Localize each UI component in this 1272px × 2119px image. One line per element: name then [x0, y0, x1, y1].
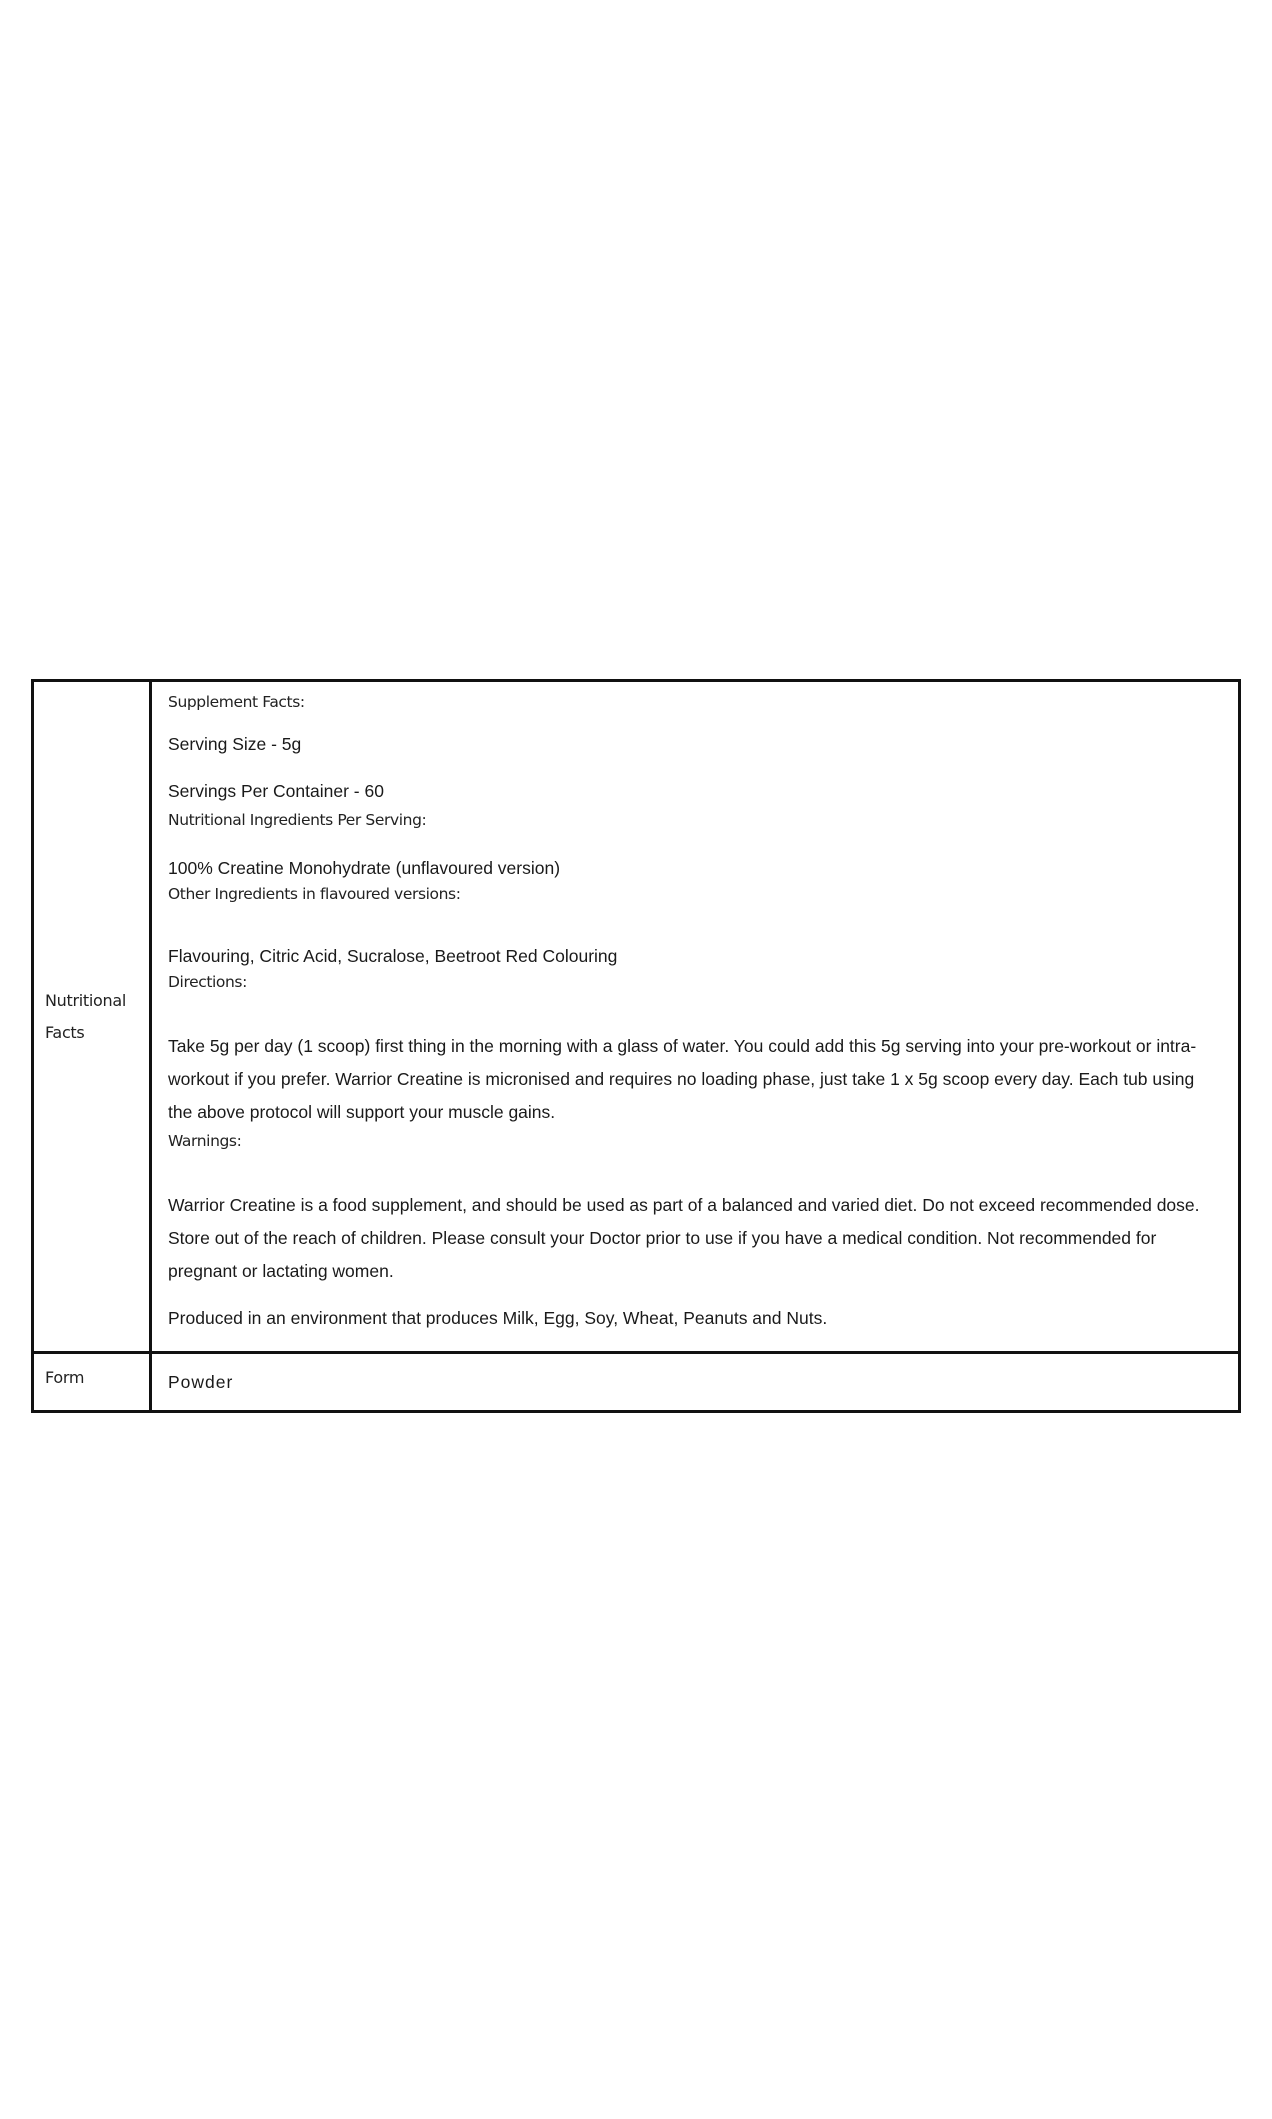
allergen-note: Produced in an environment that produces Milk, Egg, Soy, Wheat, Peanuts and Nuts. — [168, 1308, 828, 1328]
nutritional-facts-label-cell — [33, 681, 151, 1353]
other-ingredients: Flavouring, Citric Acid, Sucralose, Beetroot Red Colouring — [168, 946, 618, 966]
product-spec-table — [31, 679, 1241, 1413]
form-value: Powder — [168, 1372, 234, 1392]
nutritional-facts-label: Nutritional Facts — [45, 990, 127, 1042]
other-ingredients-heading: Other Ingredients in flavoured versions: — [168, 885, 461, 903]
nutritional-facts-content-cell — [151, 681, 1240, 1353]
warnings-heading: Warnings: — [168, 1132, 242, 1150]
form-label-cell — [33, 1353, 151, 1412]
form-row — [33, 1353, 1240, 1412]
supplement-facts-heading: Supplement Facts: — [168, 693, 305, 711]
nutritional-ingredients: 100% Creatine Monohydrate (unflavoured version) — [168, 858, 561, 878]
servings-per-container: Servings Per Container - 60 — [168, 781, 384, 801]
serving-size: Serving Size - 5g — [168, 734, 302, 754]
nutritional-facts-row — [33, 681, 1240, 1353]
nutritional-ingredients-heading: Nutritional Ingredients Per Serving: — [168, 811, 427, 829]
directions-heading: Directions: — [168, 973, 247, 991]
directions-text: Take 5g per day (1 scoop) first thing in the morning with a glass of water. You could add this 5g serving into your pre-workout or intra-workout if you prefer. Warrior Creatine is micronised and requires no loading phase, just take 1 x 5g scoop every day. Each tub using the above protocol will support your muscle gains. — [168, 1036, 1197, 1122]
warnings-text: Warrior Creatine is a food supplement, and should be used as part of a balanced and varied diet. Do not exceed recommended dose. Store out of the reach of children. Please consult your Doctor prior to use if you have a medical condition. Not recommended for pregnant or lactating women. — [168, 1195, 1200, 1281]
form-label: Form — [45, 1368, 85, 1387]
form-content-cell — [151, 1353, 1240, 1412]
